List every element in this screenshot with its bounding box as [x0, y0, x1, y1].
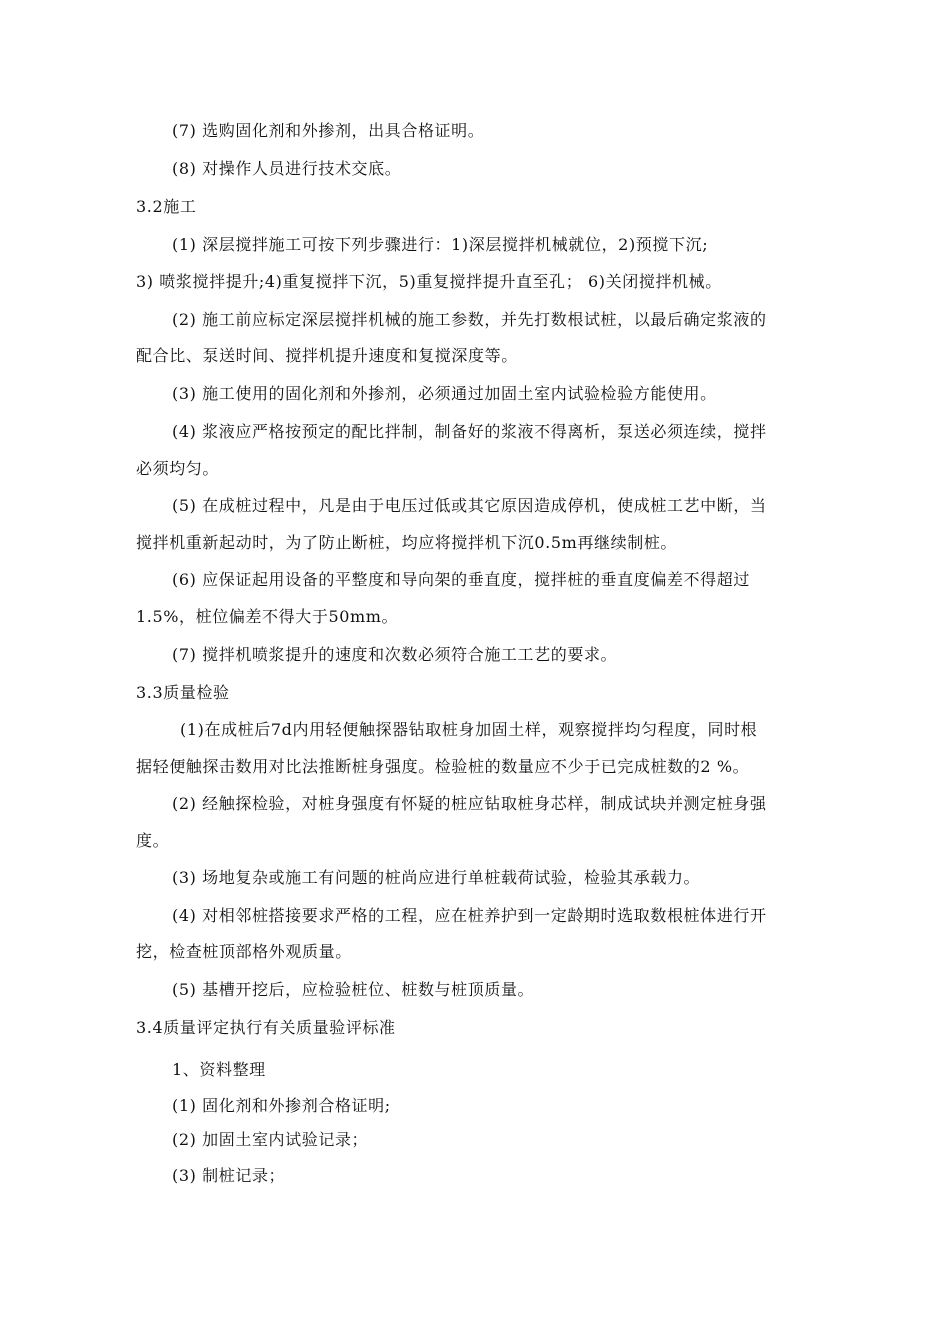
subsection-heading: 1、资料整理	[172, 1060, 266, 1079]
text-line: (7) 搅拌机喷浆提升的速度和次数必须符合施工工艺的要求。	[172, 645, 618, 664]
text-line: (3) 场地复杂或施工有问题的桩尚应进行单桩载荷试验，检验其承载力。	[172, 868, 701, 887]
text-line: (2) 经触探检验，对桩身强度有怀疑的桩应钻取桩身芯样，制成试块并测定桩身强	[172, 794, 767, 813]
text-line: (4) 浆液应严格按预定的配比拌制，制备好的浆液不得离析，泵送必须连续，搅拌	[172, 422, 767, 441]
text-line: 搅拌机重新起动时，为了防止断桩，均应将搅拌机下沉0.5m再继续制桩。	[136, 533, 678, 552]
text-line: 1.5%，桩位偏差不得大于50mm。	[136, 607, 399, 626]
text-line: (5) 基槽开挖后，应检验桩位、桩数与桩顶质量。	[172, 980, 535, 999]
text-line: 必须均匀。	[136, 459, 220, 478]
text-line: (4) 对相邻桩搭接要求严格的工程，应在桩养护到一定龄期时选取数根桩体进行开	[172, 906, 767, 925]
text-line: (5) 在成桩过程中，凡是由于电压过低或其它原因造成停机，使成桩工艺中断，当	[172, 496, 767, 515]
text-line: 配合比、泵送时间、搅拌机提升速度和复搅深度等。	[136, 346, 518, 365]
text-line: (1) 深层搅拌施工可按下列步骤进行：1)深层搅拌机械就位，2)预搅下沉;	[172, 235, 709, 254]
text-line: (6) 应保证起用设备的平整度和导向架的垂直度，搅拌桩的垂直度偏差不得超过	[172, 570, 750, 589]
list-item: (3) 制桩记录；	[172, 1166, 286, 1185]
text-line: (2) 施工前应标定深层搅拌机械的施工参数，并先打数根试桩，以最后确定浆液的	[172, 310, 767, 329]
text-line: 挖，检查桩顶部格外观质量。	[136, 942, 352, 961]
text-line: 度。	[136, 831, 170, 850]
section-heading: 3.2施工	[136, 197, 197, 216]
section-heading: 3.3质量检验	[136, 683, 230, 702]
list-item: (1) 固化剂和外掺剂合格证明;	[172, 1096, 391, 1115]
list-item: (2) 加固土室内试验记录；	[172, 1130, 369, 1149]
text-line: 3) 喷浆搅拌提升;4)重复搅拌下沉，5)重复搅拌提升直至孔； 6)关闭搅拌机械。	[136, 272, 722, 291]
text-line: (8) 对操作人员进行技术交底。	[172, 159, 402, 178]
text-line: (7) 选购固化剂和外掺剂，出具合格证明。	[172, 121, 485, 140]
text-line: 据轻便触探击数用对比法推断桩身强度。检验桩的数量应不少于已完成桩数的2 %。	[136, 757, 750, 776]
section-heading: 3.4质量评定执行有关质量验评标准	[136, 1018, 396, 1037]
text-line: (1)在成桩后7d内用轻便触探器钻取桩身加固土样，观察搅拌均匀程度，同时根	[180, 720, 758, 739]
text-line: (3) 施工使用的固化剂和外掺剂，必须通过加固土室内试验检验方能使用。	[172, 384, 717, 403]
